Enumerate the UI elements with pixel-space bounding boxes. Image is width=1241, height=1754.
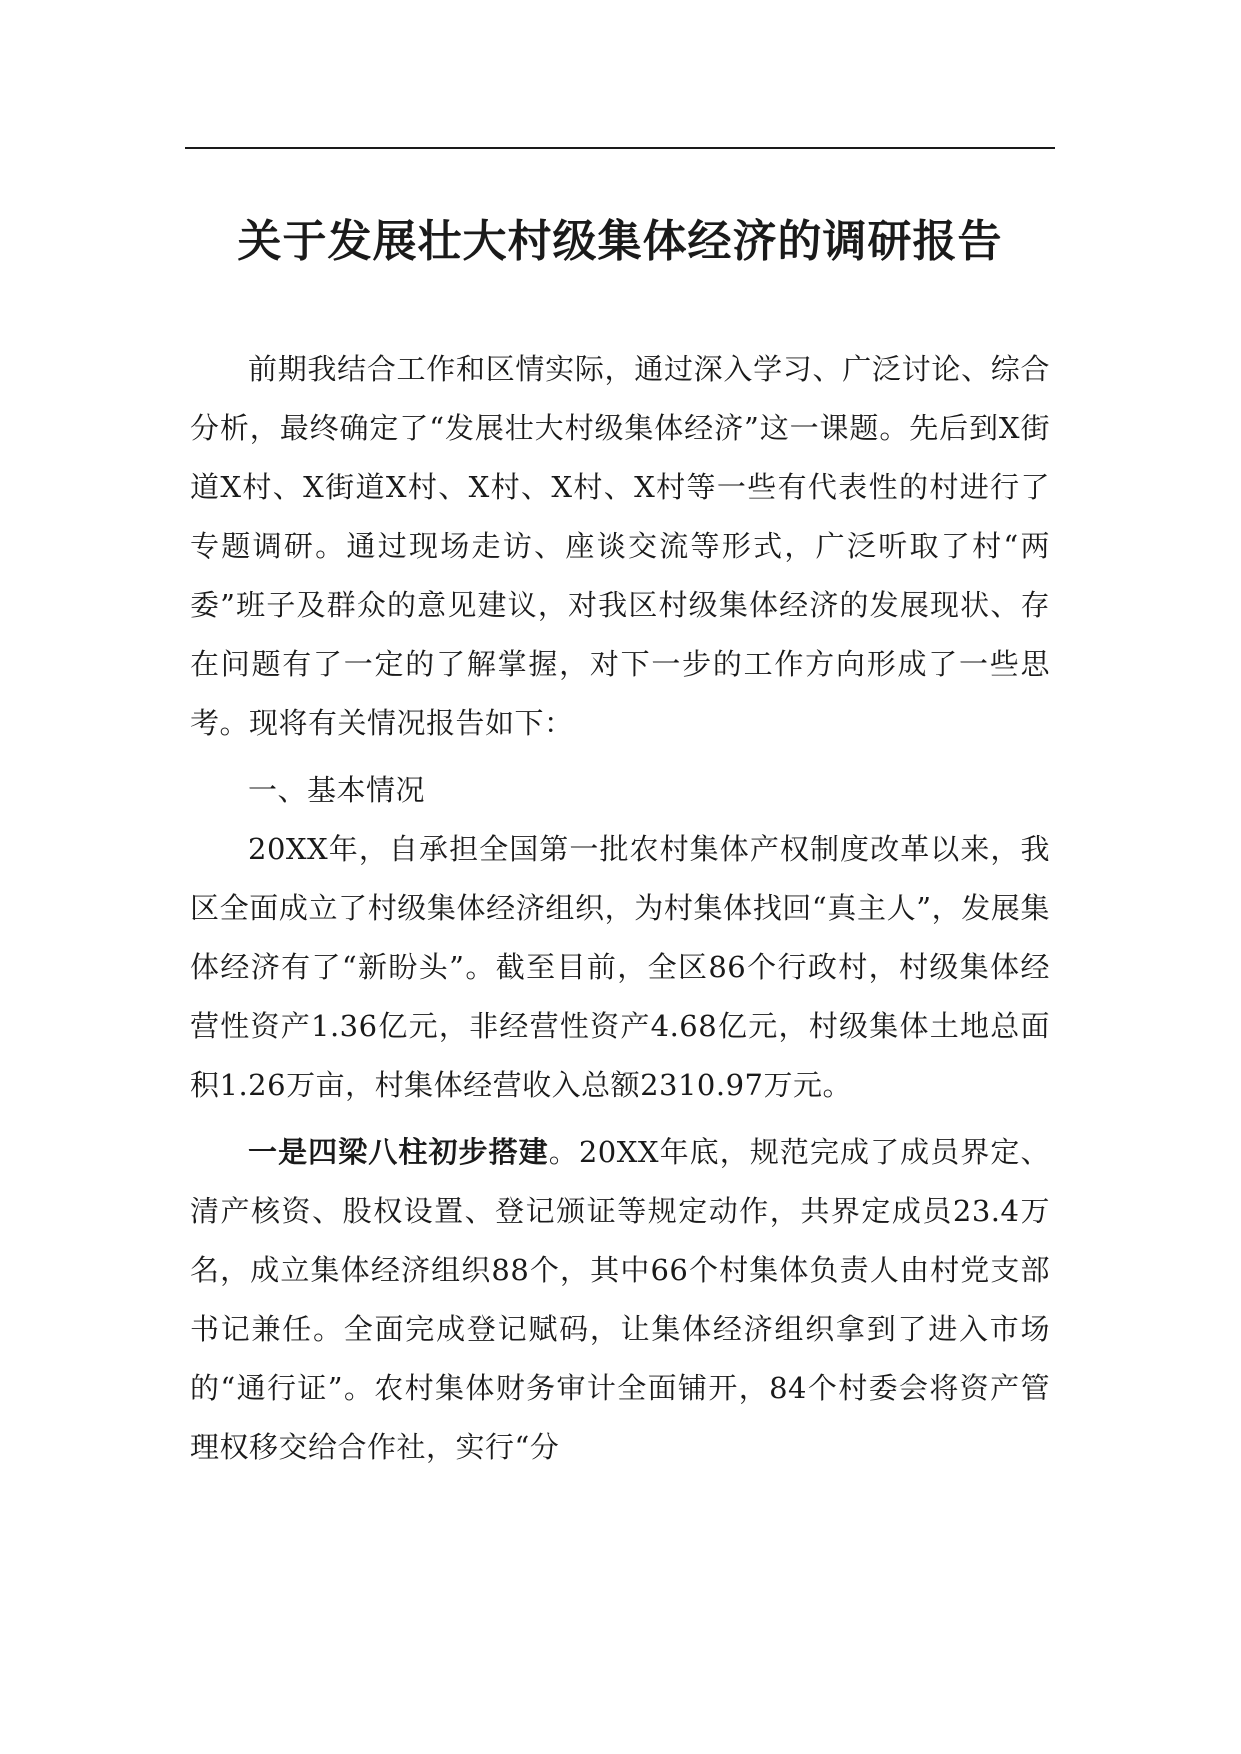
header-rule [185, 147, 1055, 149]
section-heading: 一、基本情况 [248, 773, 426, 807]
point-one-paragraph [190, 1123, 1050, 1477]
point-one-text: 。20XX年底，规范完成了成员界定、清产核资、股权设置、登记颁证等规定动作，共界定成员23.4万名，成立集体经济组织88个，其中66个村集体负责人由村党支部书记兼任。全面完成登记赋码，让集体经济组织拿到了进入市场的“通行证”。农村集体财务审计全面铺开，84个村委会将资产管理权移交给合作社，实行“分 [190, 1135, 1050, 1464]
document-body [190, 340, 1050, 1477]
basic-situation-paragraph: 20XX年，自承担全国第一批农村集体产权制度改革以来，我区全面成立了村级集体经济组织，为村集体找回“真主人”，发展集体经济有了“新盼头”。截至目前，全区86个行政村，村级集体经营性资产1.36亿元，非经营性资产4.68亿元，村级集体土地总面积1.26万亩，村集体经营收入总额2310.97万元。 [190, 832, 1050, 1102]
point-one-lead: 一是四梁八柱初步搭建 [248, 1135, 549, 1169]
intro-paragraph: 前期我结合工作和区情实际，通过深入学习、广泛讨论、综合分析，最终确定了“发展壮大村级集体经济”这一课题。先后到X街道X村、X街道X村、X村、X村、X村等一些有代表性的村进行了专题调研。通过现场走访、座谈交流等形式，广泛听取了村“两委”班子及群众的意见建议，对我区村级集体经济的发展现状、存在问题有了一定的了解掌握，对下一步的工作方向形成了一些思考。现将有关情况报告如下： [190, 352, 1050, 740]
document-title: 关于发展壮大村级集体经济的调研报告 [237, 216, 1003, 267]
